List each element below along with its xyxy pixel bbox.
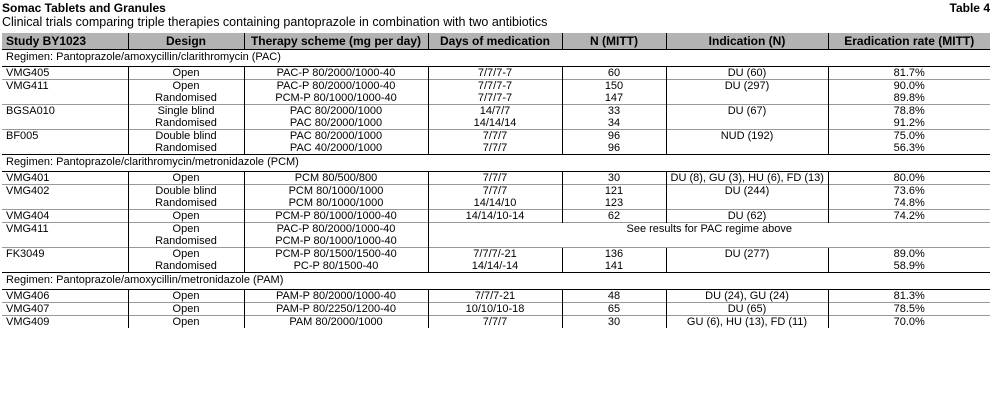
n-cell-line: 60	[607, 67, 621, 79]
study-id: BF005	[2, 130, 128, 155]
therapy-cell-line: PAC-P 80/2000/1000-40	[276, 67, 396, 79]
design-cell-line: Randomised	[155, 260, 217, 272]
therapy-cell	[244, 223, 428, 248]
design-cell	[128, 67, 244, 80]
therapy-cell-line: PCM-P 80/1000/1000-40	[275, 92, 397, 104]
days-cell	[428, 172, 562, 185]
design-cell-line: Randomised	[155, 197, 217, 209]
indication-cell: DU (60)	[666, 67, 828, 80]
col-header-design: Design	[128, 33, 244, 50]
n-cell-line: 30	[607, 172, 621, 184]
col-header-indication: Indication (N)	[666, 33, 828, 50]
table-header-row	[2, 33, 990, 50]
days-cell	[428, 105, 562, 130]
table-row	[2, 290, 990, 303]
design-cell-line: Open	[172, 316, 200, 328]
n-cell-line: 96	[607, 130, 621, 142]
table-row	[2, 316, 990, 329]
therapy-cell-line: PAC-P 80/2000/1000-40	[276, 80, 396, 92]
therapy-cell-line: PAC 80/2000/1000	[289, 130, 383, 142]
therapy-cell	[244, 67, 428, 80]
design-cell	[128, 185, 244, 210]
study-id: FK3049	[2, 248, 128, 273]
design-cell	[128, 223, 244, 248]
n-cell-line: 123	[604, 197, 624, 209]
days-cell	[428, 248, 562, 273]
rate-cell	[828, 290, 990, 303]
table-row	[2, 67, 990, 80]
design-cell-line: Open	[172, 303, 200, 315]
n-cell-line: 121	[604, 185, 624, 197]
days-cell-line: 14/14/10	[473, 197, 517, 209]
days-cell-line: 7/7/7-7	[477, 67, 513, 79]
design-cell-line: Double blind	[155, 185, 217, 197]
rate-cell-line: 91.2%	[893, 117, 925, 129]
indication-cell: DU (297)	[666, 80, 828, 105]
n-cell-line: 150	[604, 80, 624, 92]
rate-cell-line: 81.3%	[893, 290, 925, 302]
regimen-label: Regimen: Pantoprazole/amoxycillin/clarithromycin (PAC)	[2, 50, 990, 67]
n-cell	[562, 80, 666, 105]
rate-cell-line: 78.5%	[893, 303, 925, 315]
rate-cell-line: 78.8%	[893, 105, 925, 117]
therapy-cell	[244, 210, 428, 223]
design-cell-line: Randomised	[155, 117, 217, 129]
col-header-days: Days of medication	[428, 33, 562, 50]
rate-cell	[828, 210, 990, 223]
rate-cell	[828, 248, 990, 273]
therapy-cell-line: PC-P 80/1500-40	[293, 260, 379, 272]
n-cell	[562, 290, 666, 303]
table-row	[2, 130, 990, 155]
design-cell-line: Open	[172, 290, 200, 302]
study-id: VMG404	[2, 210, 128, 223]
study-id: VMG411	[2, 80, 128, 105]
therapy-cell-line: PAC-P 80/2000/1000-40	[276, 223, 396, 235]
col-header-study: Study BY1023	[2, 33, 128, 50]
regimen-row	[2, 50, 990, 67]
study-id: VMG405	[6, 67, 50, 79]
design-cell	[128, 303, 244, 316]
days-cell-line: 7/7/7-7	[477, 80, 513, 92]
design-cell	[128, 210, 244, 223]
therapy-cell-line: PCM-P 80/1500/1500-40	[275, 248, 397, 260]
rate-cell	[828, 105, 990, 130]
regimen-row	[2, 273, 990, 290]
days-cell-line: 10/10/10-18	[465, 303, 525, 315]
col-header-therapy: Therapy scheme (mg per day)	[244, 33, 428, 50]
rate-cell-line: 81.7%	[893, 67, 925, 79]
table-row	[2, 105, 990, 130]
design-cell	[128, 248, 244, 273]
therapy-cell-line: PAM 80/2000/1000	[289, 316, 383, 328]
n-cell	[562, 67, 666, 80]
table-body	[2, 50, 990, 329]
days-cell-line: 14/14/14	[473, 117, 517, 129]
therapy-cell	[244, 185, 428, 210]
indication-cell: GU (6), HU (13), FD (11)	[666, 316, 828, 329]
n-cell	[562, 130, 666, 155]
therapy-cell-line: PCM 80/500/800	[294, 172, 378, 184]
rate-cell	[828, 67, 990, 80]
design-cell	[128, 316, 244, 329]
design-cell-line: Single blind	[157, 105, 215, 117]
study-id: BGSA010	[2, 105, 128, 130]
indication-cell: NUD (192)	[666, 130, 828, 155]
results-note: See results for PAC regime above	[428, 223, 990, 248]
design-cell-line: Open	[172, 248, 200, 260]
trials-table	[2, 33, 990, 328]
therapy-cell	[244, 80, 428, 105]
study-id: VMG401	[6, 172, 50, 184]
therapy-cell-line: PCM 80/1000/1000	[288, 197, 384, 209]
rate-cell-line: 56.3%	[893, 142, 925, 154]
n-cell-line: 136	[604, 248, 624, 260]
regimen-label: Regimen: Pantoprazole/clarithromycin/metronidazole (PCM)	[2, 155, 990, 172]
days-cell-line: 7/7/7	[482, 185, 508, 197]
rate-cell	[828, 80, 990, 105]
design-cell	[128, 172, 244, 185]
design-cell	[128, 105, 244, 130]
n-cell	[562, 210, 666, 223]
indication-cell: DU (62)	[666, 210, 828, 223]
days-cell-line: 7/7/7	[482, 142, 508, 154]
design-cell-line: Open	[172, 210, 200, 222]
n-cell-line: 65	[607, 303, 621, 315]
indication-cell: DU (8), GU (3), HU (6), FD (13)	[666, 172, 828, 185]
days-cell-line: 14/14/10-14	[465, 210, 525, 222]
days-cell-line: 7/7/7	[482, 172, 508, 184]
therapy-cell	[244, 248, 428, 273]
table-row	[2, 80, 990, 105]
study-id: VMG406	[6, 290, 50, 302]
therapy-cell-line: PAM-P 80/2250/1200-40	[275, 303, 397, 315]
n-cell-line: 33	[607, 105, 621, 117]
therapy-cell-line: PAM-P 80/2000/1000-40	[275, 290, 397, 302]
days-cell-line: 7/7/7-21	[474, 290, 516, 302]
therapy-cell	[244, 290, 428, 303]
days-cell-line: 7/7/7/-21	[473, 248, 517, 260]
days-cell-line: 14/14/-14	[471, 260, 519, 272]
table-row	[2, 248, 990, 273]
table-row	[2, 210, 990, 223]
study-id: VMG411	[2, 223, 128, 248]
therapy-cell	[244, 316, 428, 329]
therapy-cell	[244, 172, 428, 185]
study-id: VMG402	[2, 185, 128, 210]
therapy-cell-line: PAC 40/2000/1000	[289, 142, 383, 154]
therapy-cell-line: PCM-P 80/1000/1000-40	[275, 210, 397, 222]
design-cell-line: Double blind	[155, 130, 217, 142]
indication-cell: DU (24), GU (24)	[666, 290, 828, 303]
indication-cell: DU (67)	[666, 105, 828, 130]
days-cell	[428, 67, 562, 80]
design-cell	[128, 290, 244, 303]
regimen-label: Regimen: Pantoprazole/amoxycillin/metronidazole (PAM)	[2, 273, 990, 290]
design-cell-line: Randomised	[155, 92, 217, 104]
indication-cell: DU (244)	[666, 185, 828, 210]
rate-cell	[828, 185, 990, 210]
therapy-cell-line: PAC 80/2000/1000	[289, 105, 383, 117]
therapy-cell-line: PCM 80/1000/1000	[288, 185, 384, 197]
n-cell-line: 96	[607, 142, 621, 154]
therapy-cell-line: PCM-P 80/1000/1000-40	[275, 235, 397, 247]
rate-cell-line: 75.0%	[893, 130, 925, 142]
n-cell	[562, 303, 666, 316]
days-cell	[428, 290, 562, 303]
n-cell-line: 141	[604, 260, 624, 272]
design-cell-line: Open	[172, 80, 200, 92]
n-cell	[562, 185, 666, 210]
table-row	[2, 223, 990, 248]
rate-cell-line: 73.6%	[893, 185, 925, 197]
n-cell-line: 30	[607, 316, 621, 328]
table-number: Table 4	[949, 1, 990, 15]
rate-cell-line: 58.9%	[893, 260, 925, 272]
therapy-cell	[244, 303, 428, 316]
rate-cell	[828, 316, 990, 329]
days-cell	[428, 316, 562, 329]
n-cell-line: 147	[604, 92, 624, 104]
table-row	[2, 185, 990, 210]
col-header-rate: Eradication rate (MITT)	[828, 33, 990, 50]
days-cell-line: 7/7/7	[482, 130, 508, 142]
days-cell	[428, 210, 562, 223]
n-cell	[562, 105, 666, 130]
rate-cell-line: 89.0%	[893, 248, 925, 260]
days-cell-line: 7/7/7-7	[477, 92, 513, 104]
rate-cell-line: 70.0%	[893, 316, 925, 328]
indication-cell: DU (65)	[666, 303, 828, 316]
therapy-cell	[244, 130, 428, 155]
days-cell	[428, 185, 562, 210]
table-caption: Clinical trials comparing triple therapies containing pantoprazole in combination with two antibiotics	[2, 15, 548, 29]
days-cell	[428, 303, 562, 316]
rate-cell-line: 74.2%	[893, 210, 925, 222]
col-header-n: N (MITT)	[562, 33, 666, 50]
table-row	[2, 172, 990, 185]
study-id: VMG409	[2, 316, 128, 329]
rate-cell	[828, 130, 990, 155]
design-cell	[128, 130, 244, 155]
design-cell	[128, 80, 244, 105]
n-cell	[562, 248, 666, 273]
document-header	[2, 1, 990, 15]
rate-cell-line: 74.8%	[893, 197, 925, 209]
design-cell-line: Open	[172, 172, 200, 184]
rate-cell-line: 89.8%	[893, 92, 925, 104]
rate-cell	[828, 172, 990, 185]
table-row	[2, 303, 990, 316]
days-cell-line: 14/7/7	[479, 105, 511, 117]
regimen-row	[2, 155, 990, 172]
n-cell	[562, 172, 666, 185]
study-id: VMG407	[2, 303, 128, 316]
days-cell-line: 7/7/7	[482, 316, 508, 328]
days-cell	[428, 80, 562, 105]
rate-cell-line: 90.0%	[893, 80, 925, 92]
design-cell-line: Open	[172, 223, 200, 235]
therapy-cell	[244, 105, 428, 130]
rate-cell	[828, 303, 990, 316]
days-cell	[428, 130, 562, 155]
design-cell-line: Randomised	[155, 235, 217, 247]
design-cell-line: Open	[172, 67, 200, 79]
design-cell-line: Randomised	[155, 142, 217, 154]
n-cell	[562, 316, 666, 329]
n-cell-line: 34	[607, 117, 621, 129]
rate-cell-line: 80.0%	[893, 172, 925, 184]
n-cell-line: 62	[607, 210, 621, 222]
document-title: Somac Tablets and Granules	[2, 1, 166, 15]
therapy-cell-line: PAC 80/2000/1000	[289, 117, 383, 129]
indication-cell: DU (277)	[666, 248, 828, 273]
n-cell-line: 48	[607, 290, 621, 302]
